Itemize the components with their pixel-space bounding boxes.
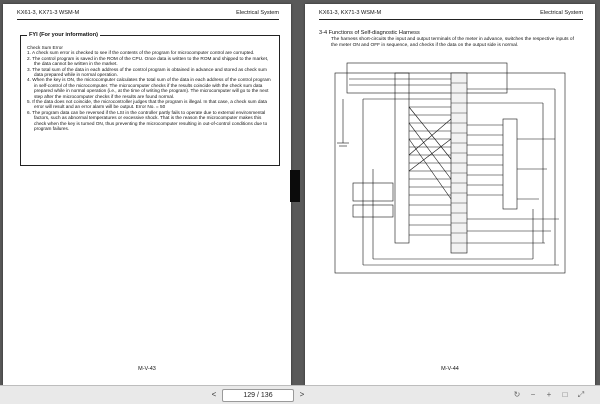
zoom-out-icon[interactable]: − (530, 390, 536, 399)
fyi-heading: Check Sum Error (27, 45, 63, 50)
page-number: M-V-44 (441, 366, 459, 372)
prev-page-button[interactable]: < (211, 390, 217, 399)
wiring-diagram (333, 59, 569, 277)
fit-page-icon[interactable]: □ (562, 390, 568, 399)
header-section: Electrical System (236, 10, 279, 16)
page-number-field[interactable]: 129 / 136 (222, 389, 294, 402)
fyi-item: 1. A check sum error is checked to see if the contents of the program for microcomputer control are corrupted. (27, 50, 255, 56)
fyi-item: 5. If the data does not coincide, the microcontroller judges that the program is illegal. In that case, a check sum data error will result and an error alarm will be output. Error No. = 50 (27, 99, 267, 110)
viewer-toolbar (0, 385, 600, 404)
page-separator (290, 170, 300, 202)
page-number: M-V-43 (138, 366, 156, 372)
fyi-item: 3. The total sum of the data in each address of the control program is obtained in advance and stored as check sum data prepared while in normal operation. (27, 66, 267, 78)
page-header (319, 10, 583, 20)
header-model: KX61-3, KX71-3 WSM-M (17, 10, 80, 16)
fullscreen-icon[interactable]: ⤢ (577, 390, 585, 399)
header-section: Electrical System (540, 10, 583, 16)
fyi-box (20, 32, 280, 166)
next-page-button[interactable]: > (299, 390, 305, 399)
fyi-body (27, 45, 274, 132)
header-model: KX61-3, KX71-3 WSM-M (319, 10, 382, 16)
fyi-item: 2. The control program is saved in the ROM of the CPU. Once data is written to the ROM and shipped to the market, the data cannot be written in the market. (27, 55, 269, 67)
section-text: The harness short-circuits the input and output terminals of the meter in advance, switches the respective inputs of the meter ON and OFF in sequence, and checks if the data on the output side is normal. (331, 37, 574, 48)
rotate-icon[interactable]: ↻ (513, 390, 521, 399)
section-title: 3-4 Functions of Self-diagnostic Harness (319, 30, 420, 36)
fyi-list (27, 50, 274, 131)
right-page (305, 4, 595, 386)
fyi-item: 6. The program data can be reversed if the LSI in the controller partly fails to operate due to external environmental factors, such as abnormal temperatures or excessive shock. That is the reason the microcomputer makes this check when the key is turned ON, thus preventing the microcomputer resulting in out-of-control conditions due to program failures. (27, 109, 268, 132)
page-header (17, 10, 279, 20)
zoom-in-icon[interactable]: + (546, 390, 552, 399)
fyi-title: FYI (For your information) (29, 32, 98, 38)
fyi-item: 4. When the key is ON, the microcomputer calculates the total sum of the data in each address of the control program in self-control of the microcomputer. The microcomputer checks if the results coincide with the check sum data prepared while in normal operation (i.e., at the time of writing the program). The microcomputer will go to the next step after the microcomputer checks if the results are found normal. (27, 77, 271, 99)
left-page (3, 4, 291, 386)
